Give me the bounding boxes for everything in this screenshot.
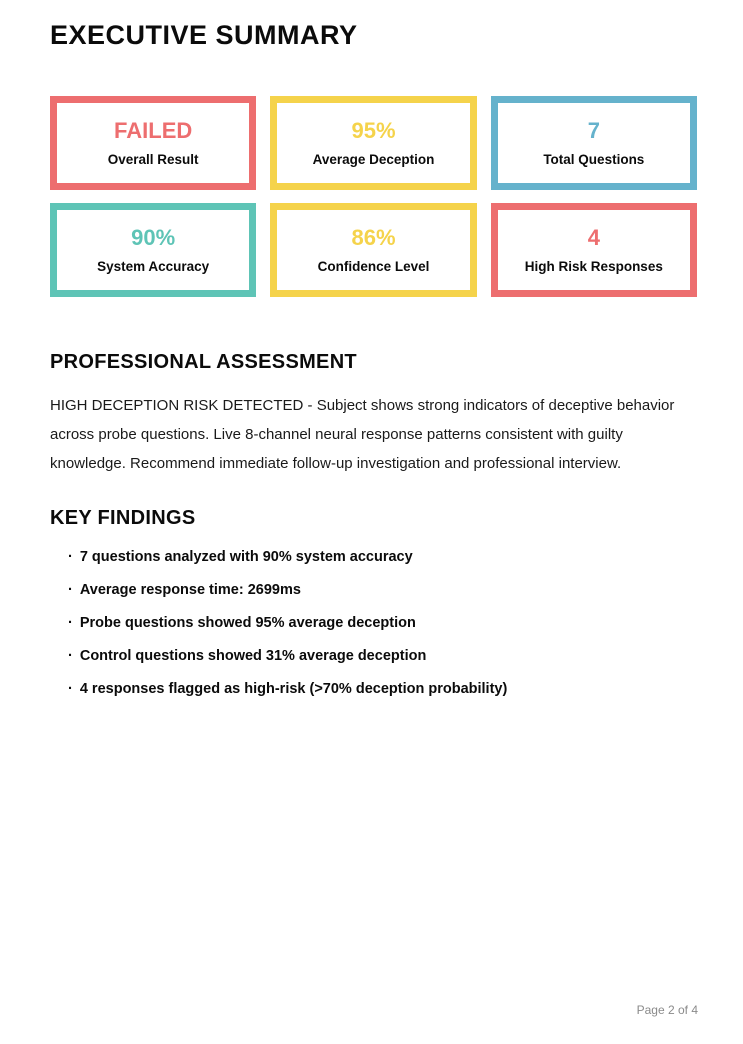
key-finding-item — [68, 616, 697, 631]
metric-label: Confidence Level — [317, 258, 430, 274]
metric-value: 4 — [587, 224, 600, 250]
metric-card — [50, 203, 256, 297]
key-finding-text: 4 responses flagged as high-risk (>70% deception probability) — [79, 681, 508, 697]
key-finding-text: 7 questions analyzed with 90% system accuracy — [79, 549, 413, 565]
key-findings-heading: KEY FINDINGS — [50, 507, 196, 529]
professional-assessment-section — [50, 351, 697, 478]
metric-card — [50, 96, 256, 190]
summary-cards-grid — [50, 96, 697, 297]
metric-label: Total Questions — [543, 151, 645, 167]
metric-card — [491, 96, 697, 190]
metric-card — [270, 203, 476, 297]
bullet-dot: · — [68, 582, 73, 598]
bullet-dot: · — [68, 549, 73, 565]
key-finding-item — [68, 682, 697, 697]
metric-value: 7 — [587, 117, 600, 143]
key-finding-text: Probe questions showed 95% average deception — [79, 615, 416, 631]
metric-value: 95% — [351, 117, 396, 143]
bullet-dot: · — [68, 648, 73, 664]
metric-value: FAILED — [114, 117, 193, 143]
key-finding-text: Average response time: 2699ms — [79, 582, 301, 598]
metric-card — [270, 96, 476, 190]
page-title: EXECUTIVE SUMMARY — [50, 20, 358, 50]
metric-value: 90% — [131, 224, 176, 250]
metric-card — [491, 203, 697, 297]
metric-label: Average Deception — [312, 151, 435, 167]
page-content — [50, 20, 697, 715]
key-finding-text: Control questions showed 31% average deception — [79, 648, 427, 664]
metric-label: High Risk Responses — [524, 258, 663, 274]
page-number: Page 2 of 4 — [636, 1003, 698, 1017]
bullet-dot: · — [68, 615, 73, 631]
key-finding-item — [68, 649, 697, 664]
key-finding-item — [68, 583, 697, 598]
professional-assessment-heading: PROFESSIONAL ASSESSMENT — [50, 351, 357, 373]
metric-label: System Accuracy — [97, 258, 210, 274]
key-finding-item — [68, 550, 697, 565]
metric-value: 86% — [351, 224, 396, 250]
key-findings-list — [50, 550, 697, 697]
key-findings-section — [50, 507, 697, 697]
professional-assessment-text: HIGH DECEPTION RISK DETECTED - Subject shows strong indicators of deceptive behavior across probe questions. Live 8-channel neural response patterns consistent with guilty knowledge. Recommend immediate follow-up investigation and professional interview. — [50, 397, 675, 472]
bullet-dot: · — [68, 681, 73, 697]
metric-label: Overall Result — [107, 151, 199, 167]
